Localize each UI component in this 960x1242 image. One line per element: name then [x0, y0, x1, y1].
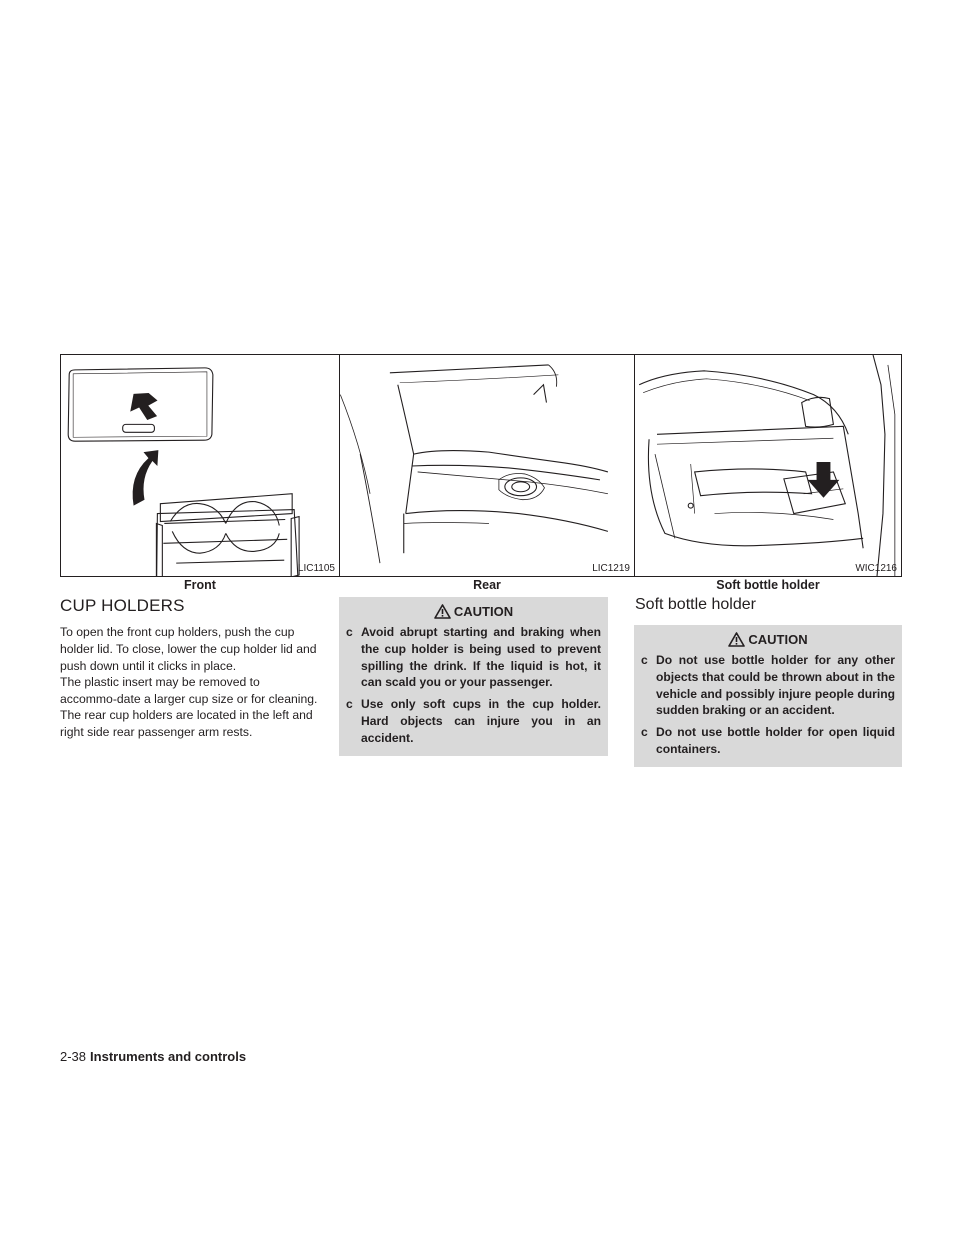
caution-item-text: Do not use bottle holder for open liquid containers.: [656, 725, 895, 756]
caution-list: [346, 624, 601, 747]
caution-item: [346, 696, 601, 746]
figure-code: LIC1105: [297, 563, 335, 574]
figure-front: [60, 354, 340, 577]
caution-list: [641, 652, 895, 758]
page-number: 2-38: [60, 1049, 87, 1064]
caution-item-text: Avoid abrupt starting and braking when the cup holder is being used to prevent spilling the drink. If the liquid is hot, it can scald you or your passenger.: [361, 625, 601, 690]
front-cup-holder-illustration: [61, 355, 339, 576]
caution-heading: [641, 632, 895, 647]
door-bottle-holder-illustration: [635, 355, 901, 576]
caution-label: CAUTION: [748, 632, 808, 647]
figure-code: WIC1216: [855, 563, 897, 574]
figure-caption-rear: Rear: [473, 578, 501, 592]
section-title: CUP HOLDERS: [60, 596, 185, 615]
caution-item: [641, 652, 895, 719]
caution-label: CAUTION: [453, 604, 514, 619]
subsection-title: Soft bottle holder: [635, 596, 756, 613]
warning-triangle-icon: [728, 632, 745, 647]
figure-soft-bottle-holder: [634, 354, 902, 577]
caution-box-soft-bottle-holder: [634, 625, 902, 767]
chapter-title: Instruments and controls: [90, 1049, 247, 1064]
caution-item: [641, 724, 895, 758]
warning-triangle-icon: [434, 604, 451, 619]
paragraph-open-close: To open the front cup holders, push the cup holder lid. To close, lower the cup holder lid and push down until it clicks in place.: [60, 625, 317, 673]
figure-caption-front: Front: [184, 578, 216, 592]
bullet-marker: c: [346, 697, 353, 712]
caution-box-cup-holders: [339, 597, 608, 756]
caution-item-text: Use only soft cups in the cup holder. Hard objects can injure you in an accident.: [361, 697, 601, 745]
caution-item-text: Do not use bottle holder for any other objects that could be thrown about in the vehicle and possibly injure people during sudden braking or an accident.: [656, 653, 895, 718]
bullet-marker: c: [641, 653, 648, 667]
page-footer: [60, 1049, 246, 1064]
caution-item: [346, 624, 601, 691]
paragraph-rear-cup-holders: The rear cup holders are located in the left and right side rear passenger arm rests.: [60, 708, 313, 739]
figure-code: LIC1219: [592, 563, 630, 574]
caution-heading: [346, 604, 601, 619]
paragraph-plastic-insert: The plastic insert may be removed to accommo-date a larger cup size or for cleaning.: [60, 675, 318, 706]
bullet-marker: c: [641, 725, 648, 740]
figure-caption-soft-bottle-holder: Soft bottle holder: [716, 578, 820, 592]
figure-rear: [339, 354, 635, 577]
bullet-marker: c: [346, 625, 353, 639]
rear-armrest-illustration: [340, 355, 634, 576]
